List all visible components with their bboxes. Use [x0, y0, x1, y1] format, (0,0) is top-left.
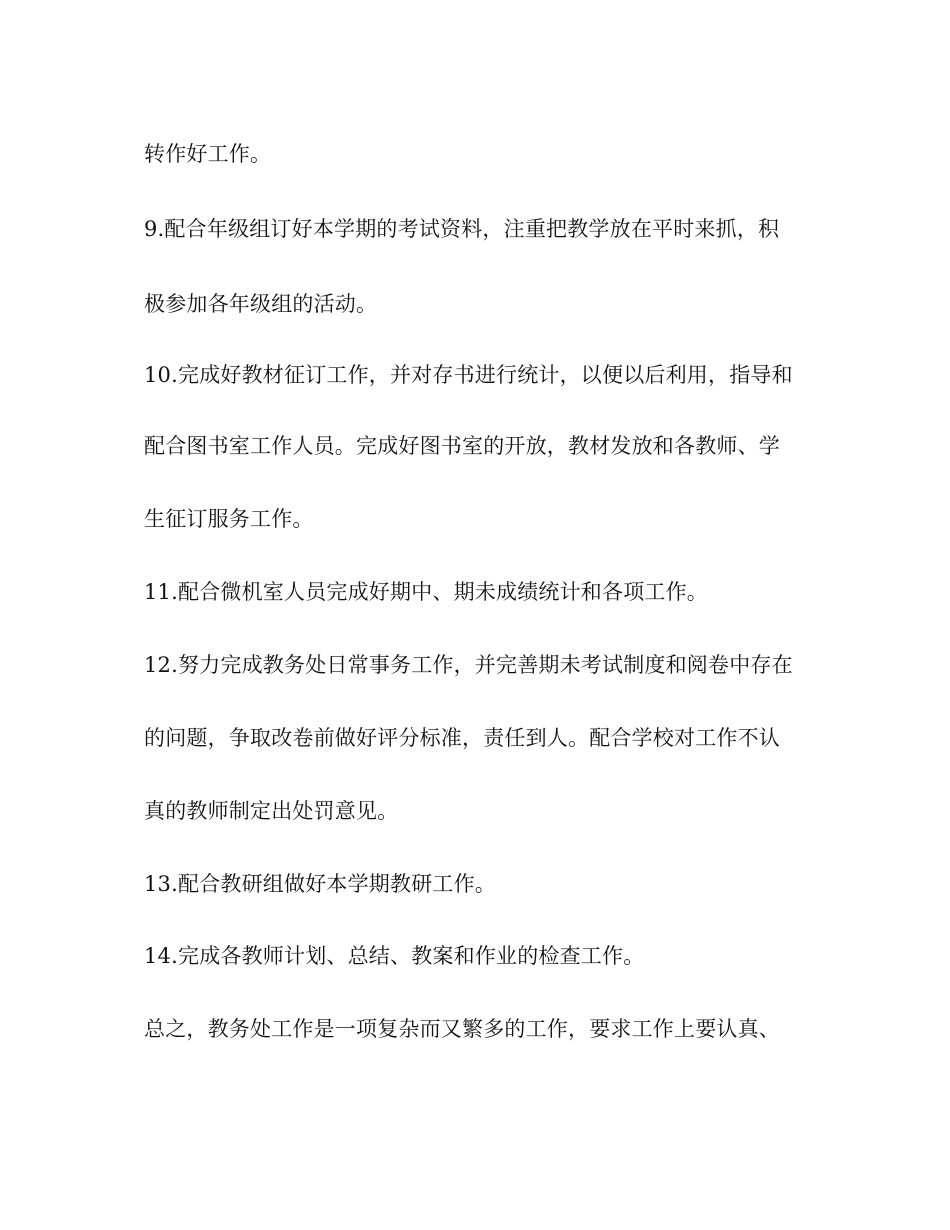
- text-line: 14.完成各教师计划、总结、教案和作业的检查工作。: [144, 944, 645, 968]
- text-line: 生征订服务工作。: [144, 507, 314, 531]
- text-line: 的问题，争取改卷前做好评分标准，责任到人。配合学校对工作不认: [144, 726, 780, 750]
- text-line: 总之，教务处工作是一项复杂而又繁多的工作，要求工作上要认真、: [144, 1017, 780, 1041]
- text-line: 真的教师制定出处罚意见。: [144, 799, 399, 823]
- text-line: 11.配合微机室人员完成好期中、期未成绩统计和各项工作。: [144, 580, 708, 604]
- text-line: 10.完成好教材征订工作，并对存书进行统计，以便以后利用，指导和: [144, 363, 793, 387]
- text-line: 9.配合年级组订好本学期的考试资料，注重把教学放在平时来抓，积: [144, 217, 780, 241]
- text-line: 12.努力完成教务处日常事务工作，并完善期未考试制度和阅卷中存在: [144, 653, 793, 677]
- text-line: 13.配合教研组做好本学期教研工作。: [144, 872, 496, 896]
- text-line: 转作好工作。: [144, 142, 272, 166]
- text-line: 配合图书室工作人员。完成好图书室的开放，教材发放和各教师、学: [144, 434, 780, 458]
- text-line: 极参加各年级组的活动。: [144, 292, 378, 316]
